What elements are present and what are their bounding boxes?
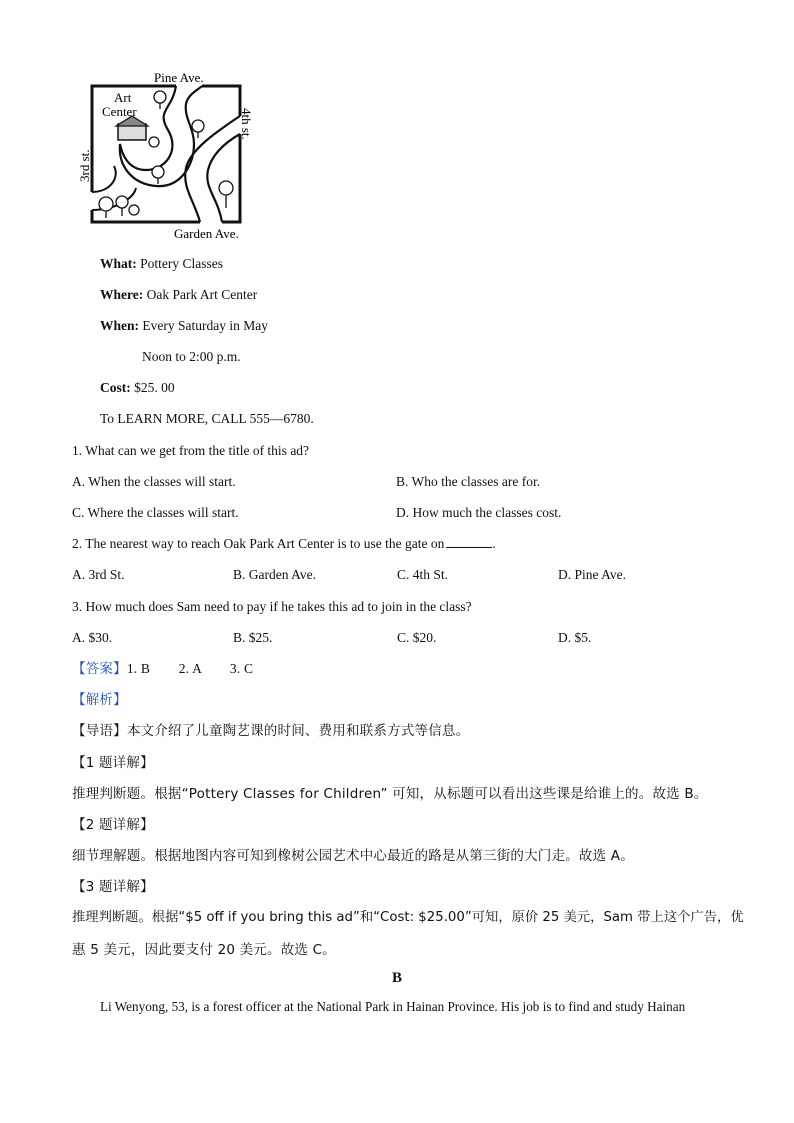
ad-what (100, 255, 223, 273)
east-path-b (185, 116, 240, 222)
art-center-building (116, 116, 148, 140)
question-2: 2. The nearest way to reach Oak Park Art Center is to use the gate on . (72, 536, 496, 551)
what-value: Pottery Classes (136, 256, 223, 271)
third-label: 3rd st. (77, 149, 92, 182)
q3-option-d: D. $5. (558, 630, 592, 645)
intro-line (72, 722, 469, 740)
detail-2-tag: 【2 题详解】 (72, 817, 154, 833)
answer-line (72, 660, 253, 678)
question-3-stem: 3. How much does Sam need to pay if he takes this ad to join in the class? (72, 599, 472, 614)
q3-option-c: C. $20. (397, 630, 437, 645)
ad-where (100, 286, 257, 304)
detail-2-text: 细节理解题。根据地图内容可知到橡树公园艺术中心最近的路是从第三街的大门走。故选 A。 (72, 848, 634, 864)
analysis-tag: 【解析】 (72, 692, 127, 708)
ad-when (100, 317, 268, 335)
q1-option-c: C. Where the classes will start. (72, 505, 239, 520)
when-value: Every Saturday in May (139, 318, 268, 333)
pine-label: Pine Ave. (154, 70, 204, 85)
q1-option-d: D. How much the classes cost. (396, 505, 562, 520)
garden-label: Garden Ave. (174, 226, 239, 241)
park-map-drawing (76, 70, 256, 242)
q1-option-b: B. Who the classes are for. (396, 474, 541, 489)
q2-option-c: C. 4th St. (397, 567, 449, 582)
intro-tag: 【导语】 (72, 723, 127, 739)
detail-3-text-line1: 推理判断题。根据“$5 off if you bring this ad”和“Cost: $25.00”可知，原价 25 美元，Sam 带上这个广告，优 (72, 910, 744, 925)
question-2-stem: 2. The nearest way to reach Oak Park Art Center is to use the gate on (72, 536, 445, 551)
ad-time: Noon to 2:00 p.m. (142, 349, 241, 364)
detail-1-text: 推理判断题。根据“Pottery Classes for Children” 可知，从标题可以看出这些课是给谁上的。故选 B。 (72, 786, 708, 802)
fourth-label: 4th st. (239, 108, 254, 140)
q3-option-a: A. $30. (72, 630, 113, 645)
third-entry-a (92, 166, 116, 192)
q2-option-d: D. Pine Ave. (558, 567, 626, 582)
detail-3-tag: 【3 题详解】 (72, 879, 154, 895)
center-label: Center (102, 104, 137, 119)
q2-option-b: B. Garden Ave. (233, 567, 316, 582)
ad-cost (100, 379, 175, 397)
section-b-heading: B (391, 970, 402, 986)
answer-tag: 【答案】 (72, 661, 127, 677)
q2-option-a: A. 3rd St. (72, 567, 125, 582)
park-map (76, 70, 256, 242)
answer-text: 1. B 2. A 3. C (126, 661, 254, 676)
east-path-a (207, 134, 240, 222)
q3-option-b: B. $25. (233, 630, 273, 645)
intro-text: 本文介绍了儿童陶艺课的时间、费用和联系方式等信息。 (126, 723, 470, 739)
what-label: What: (100, 256, 137, 271)
answer-blank (446, 535, 492, 548)
where-label: Where: (100, 287, 144, 302)
cost-label: Cost: (100, 380, 131, 395)
cost-value: $25. 00 (130, 380, 175, 395)
art-label: Art (114, 90, 132, 105)
where-value: Oak Park Art Center (143, 287, 258, 302)
detail-1-tag: 【1 题详解】 (72, 755, 154, 771)
ad-call: To LEARN MORE, CALL 555—6780. (100, 411, 314, 426)
q1-option-a: A. When the classes will start. (72, 474, 236, 489)
when-label: When: (100, 318, 140, 333)
question-1-stem: 1. What can we get from the title of this ad? (72, 443, 310, 458)
detail-3-text-line2: 惠 5 美元，因此要支付 20 美元。故选 C。 (72, 942, 336, 958)
section-b-text: Li Wenyong, 53, is a forest officer at the National Park in Hainan Province. His job is to find and study Hainan (100, 999, 686, 1014)
